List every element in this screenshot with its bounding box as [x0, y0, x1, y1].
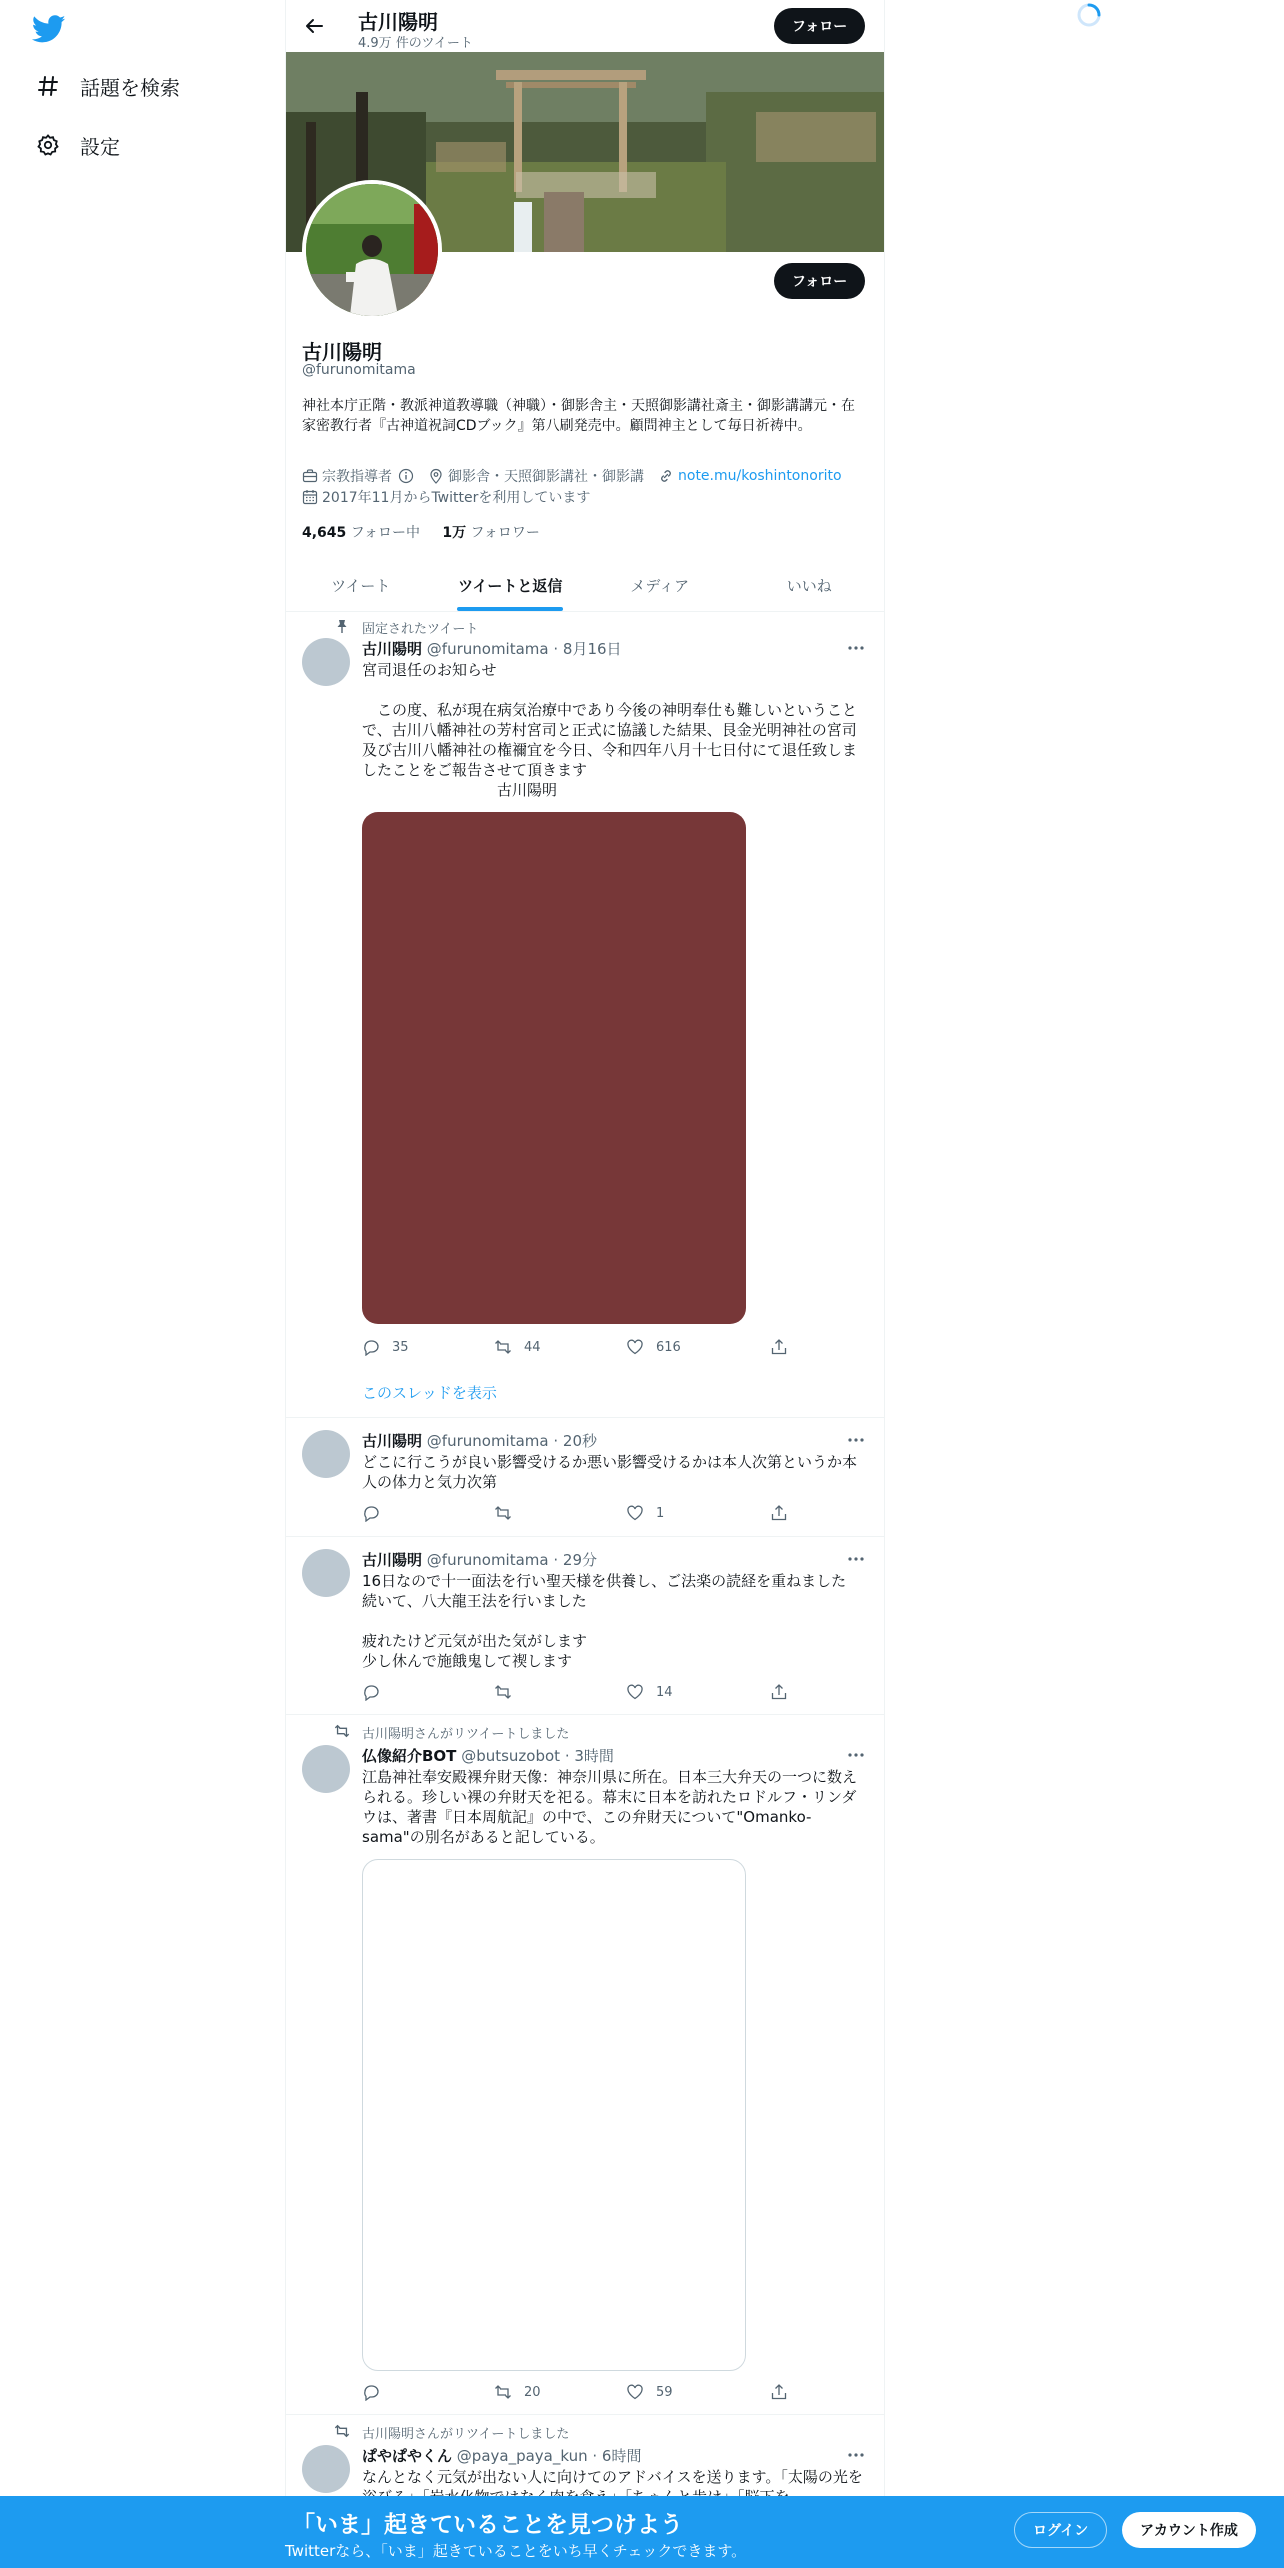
retweet-icon	[494, 1683, 512, 1701]
share-icon	[770, 2383, 788, 2401]
login-button[interactable]: ログイン	[1014, 2512, 1107, 2548]
tab-tweets[interactable]: ツイート	[331, 577, 391, 595]
tweet-media-image[interactable]	[362, 1859, 746, 2371]
tweet-author-name[interactable]: ぱやぱやくん	[362, 2447, 453, 2465]
profile-follow-button[interactable]: フォロー	[774, 263, 865, 299]
more-icon[interactable]	[846, 2445, 866, 2465]
signup-banner	[0, 2496, 1284, 2568]
more-icon[interactable]	[846, 1549, 866, 1569]
reply-icon	[362, 2383, 380, 2401]
avatar[interactable]	[302, 1745, 350, 1793]
share-button[interactable]	[770, 1504, 800, 1522]
heart-icon	[626, 1683, 644, 1701]
nav-settings-label: 設定	[80, 134, 120, 159]
signup-button[interactable]: アカウント作成	[1122, 2512, 1256, 2548]
share-icon	[770, 1338, 788, 1356]
tweet-header: 古川陽明 @furunomitama · 8月16日	[362, 640, 622, 658]
tweet-time[interactable]: 8月16日	[562, 640, 622, 658]
tweet-header: 古川陽明 @furunomitama · 20秒	[362, 1432, 598, 1450]
heart-icon	[626, 2383, 644, 2401]
avatar[interactable]	[302, 2445, 350, 2493]
tweet-time[interactable]: 20秒	[562, 1432, 598, 1450]
loading-spinner-icon	[1076, 2, 1102, 28]
avatar[interactable]	[302, 638, 350, 686]
retweet-context-icon	[334, 2423, 350, 2439]
tweet-author-name[interactable]: 仏像紹介BOT	[362, 1747, 457, 1765]
reply-icon	[362, 1338, 380, 1356]
tweet-context[interactable]: 古川陽明さんがリツイートしました	[362, 1727, 570, 1742]
heart-icon	[626, 1338, 644, 1356]
profile-joined: 2017年11月からTwitterを利用しています	[322, 490, 591, 506]
profile-category: 宗教指導者	[322, 469, 392, 485]
tweet[interactable]	[286, 1537, 884, 1715]
twitter-logo-icon[interactable]	[32, 12, 66, 46]
tweet-time[interactable]: 29分	[562, 1551, 598, 1569]
tweet-author-name[interactable]: 古川陽明	[362, 1551, 423, 1569]
tweet-header: 仏像紹介BOT @butsuzobot · 3時間	[362, 1747, 614, 1765]
header-title: 古川陽明	[358, 10, 438, 34]
tweet-text: 宮司退任のお知らせ この度、私が現在病気治療中であり今後の神明奉仕も難しいということで、古川八幡神社の芳村宮司と正式に協議した結果、艮金光明神社の宮司及び古川八幡神社の権禰宜を今日、令和四年八月十七日付にて退任致しましたことをご報告させて頂きます 古川陽明	[362, 661, 858, 799]
gear-icon	[36, 133, 60, 157]
tweet-header: 古川陽明 @furunomitama · 29分	[362, 1551, 598, 1569]
retweet-button[interactable]	[494, 1683, 524, 1701]
share-icon	[770, 1504, 788, 1522]
more-icon[interactable]	[846, 1430, 866, 1450]
profile-handle: @furunomitama	[302, 362, 416, 378]
tweet-text: なんとなく元気が出ない人に向けてのアドバイスを送ります。「太陽の光を	[362, 2468, 863, 2486]
tweet-time[interactable]: 6時間	[601, 2447, 642, 2465]
tweet-time[interactable]: 3時間	[574, 1747, 614, 1765]
reply-button[interactable]: 35	[362, 1338, 409, 1356]
like-button[interactable]: 14	[626, 1683, 673, 1701]
followers-link[interactable]: 1万 フォロワー	[442, 525, 540, 541]
share-button[interactable]	[770, 1683, 800, 1701]
signup-banner-title: 「いま」起きていることを見つけよう	[292, 2512, 683, 2538]
profile-joined-row	[302, 487, 590, 507]
tweet-pinned[interactable]	[286, 612, 884, 1418]
reply-button[interactable]	[362, 2383, 392, 2401]
header-tweet-count: 4.9万 件のツイート	[358, 36, 473, 51]
retweet-icon	[494, 1338, 512, 1356]
profile-meta-row	[302, 466, 842, 486]
share-button[interactable]	[770, 1338, 800, 1356]
tweet-text: 16日なので十一面法を行い聖天様を供養し、ご法楽の読経を重ねました 続いて、八大龍王法を行いました 疲れたけど元気が出た気がします 少し休んで施餓鬼して禊します	[362, 1572, 847, 1670]
hashtag-icon	[36, 74, 60, 98]
tweet-author-name[interactable]: 古川陽明	[362, 1432, 423, 1450]
main-column	[285, 0, 885, 2568]
retweet-button[interactable]: 20	[494, 2383, 541, 2401]
share-button[interactable]	[770, 2383, 800, 2401]
profile-location: 御影舎・天照御影講社・御影講	[448, 469, 644, 485]
reply-button[interactable]	[362, 1504, 392, 1522]
profile-tabs	[286, 560, 884, 612]
nav-explore-label: 話題を検索	[80, 75, 180, 100]
tweet-author-handle: @butsuzobot	[461, 1747, 561, 1765]
nav-explore[interactable]	[36, 66, 180, 106]
profile-bio: 神社本庁正階・教派神道教導職（神職）・御影舎主・天照御影講社斎主・御影講講元・在家密教行者『古神道祝詞CDブック』第八刷発売中。顧問神主として毎日祈祷中。	[302, 398, 855, 434]
link-icon	[658, 468, 674, 484]
tab-media[interactable]: メディア	[630, 577, 690, 595]
tweet-author-handle: @paya_paya_kun	[456, 2447, 588, 2465]
tweet-author-handle: @furunomitama	[426, 1551, 549, 1569]
profile-stats	[302, 522, 540, 542]
header-follow-button[interactable]: フォロー	[774, 8, 865, 44]
tweet-author-handle: @furunomitama	[426, 640, 549, 658]
profile-link[interactable]: note.mu/koshintonorito	[678, 468, 842, 484]
pin-icon	[334, 618, 350, 634]
tweet-author-handle: @furunomitama	[426, 1432, 549, 1450]
retweet-button[interactable]	[494, 1504, 524, 1522]
location-pin-icon	[428, 468, 444, 484]
more-icon[interactable]	[846, 638, 866, 658]
tweet-text: どこに行こうが良い影響受けるか悪い影響受けるかは本人次第というか本人の体力と気力次第	[362, 1453, 858, 1491]
calendar-icon	[302, 489, 318, 505]
tweet[interactable]	[286, 1418, 884, 1537]
nav-settings[interactable]	[36, 125, 120, 165]
more-icon[interactable]	[846, 1745, 866, 1765]
profile-avatar[interactable]	[302, 180, 442, 320]
tweet-actions	[362, 2383, 782, 2403]
retweet-icon	[494, 2383, 512, 2401]
heart-icon	[626, 1504, 644, 1522]
tweet-actions	[362, 1504, 782, 1524]
tweet-author-name[interactable]: 古川陽明	[362, 640, 423, 658]
following-link[interactable]: 4,645 フォロー中	[302, 525, 421, 541]
retweet-button[interactable]: 44	[494, 1338, 541, 1356]
tab-tweets-and-replies[interactable]: ツイートと返信	[436, 560, 586, 611]
tweet-context[interactable]: 古川陽明さんがリツイートしました	[362, 2427, 570, 2442]
avatar[interactable]	[302, 1549, 350, 1597]
tab-likes[interactable]: いいね	[786, 577, 832, 595]
avatar[interactable]	[302, 1430, 350, 1478]
like-button[interactable]: 1	[626, 1504, 664, 1522]
tweet-actions	[362, 1683, 782, 1703]
tweet-media-image[interactable]	[362, 812, 746, 1324]
info-icon[interactable]	[398, 468, 414, 484]
reply-icon	[362, 1504, 380, 1522]
like-button[interactable]: 616	[626, 1338, 681, 1356]
like-button[interactable]: 59	[626, 2383, 673, 2401]
briefcase-icon	[302, 468, 318, 484]
signup-banner-subtitle: Twitterなら、「いま」起きていることをいち早くチェックできます。	[285, 2542, 747, 2560]
tweet-header: ぱやぱやくん @paya_paya_kun · 6時間	[362, 2447, 642, 2465]
share-icon	[770, 1683, 788, 1701]
retweet-context-icon	[334, 1723, 350, 1739]
tweet-retweeted[interactable]	[286, 1715, 884, 2415]
tweet-text: 江島神社奉安殿裸弁財天像：神奈川県に所在。日本三大弁天の一つに数えられる。珍しい裸の弁財天を祀る。幕末に日本を訪れたロドルフ・リンダウは、著書『日本周航記』の中で、この弁財天について"Omanko-sama"の別名があると記している。	[362, 1768, 858, 1846]
tweet-context: 固定されたツイート	[362, 622, 479, 637]
reply-icon	[362, 1683, 380, 1701]
back-arrow-icon[interactable]	[302, 14, 326, 38]
retweet-icon	[494, 1504, 512, 1522]
reply-button[interactable]	[362, 1683, 392, 1701]
profile-name: 古川陽明	[302, 340, 382, 364]
show-thread-link[interactable]: このスレッドを表示	[362, 1384, 497, 1402]
tweet-actions	[362, 1338, 782, 1358]
